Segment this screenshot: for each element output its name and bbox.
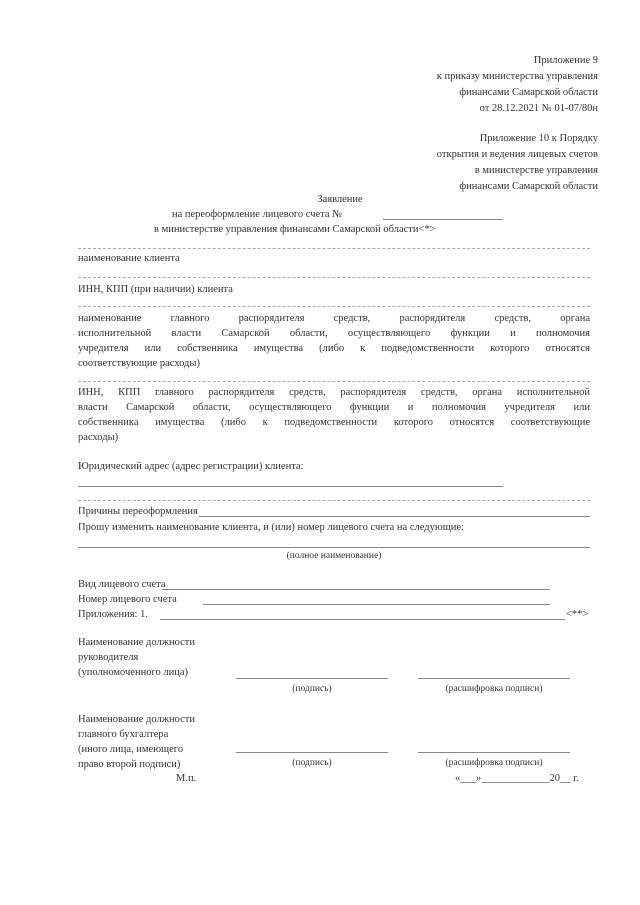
account-type-label: Вид лицевого счета bbox=[78, 579, 166, 590]
full-name-field[interactable] bbox=[78, 547, 590, 548]
head-title-line-3: (уполномоченного лица) bbox=[78, 667, 188, 678]
date-field[interactable]: «___»_____________20__ г. bbox=[455, 773, 579, 784]
accountant-title-line-1: Наименование должности bbox=[78, 714, 195, 725]
client-inn-field[interactable] bbox=[78, 277, 590, 278]
appendix10-line-4: финансами Самарской области bbox=[459, 181, 598, 192]
accountant-signature-field[interactable] bbox=[236, 752, 388, 753]
appendix9-line-3: финансами Самарской области bbox=[459, 87, 598, 98]
document-title: Заявление bbox=[317, 194, 363, 205]
legal-address-label: Юридический адрес (адрес регистрации) клиента: bbox=[78, 461, 304, 472]
reasons-field-top[interactable] bbox=[78, 500, 590, 501]
accountant-title-line-4: право второй подписи) bbox=[78, 759, 181, 770]
manager-inn-line-2: власти Самарской области, осуществляющего функции и полномочия учредителя или bbox=[78, 402, 590, 413]
account-number-label: Номер лицевого счета bbox=[78, 594, 177, 605]
appendix10-line-3: в министерстве управления bbox=[474, 165, 598, 176]
title-ministry-line: в министерстве управления финансами Самарской области<*> bbox=[154, 224, 436, 235]
attachments-label: Приложения: 1. bbox=[78, 609, 148, 620]
head-title-line-2: руководителя bbox=[78, 652, 139, 663]
manager-desc-line-3: учредителя или собственника имущества (либо к подведомственности которого относятся bbox=[78, 343, 590, 354]
account-number-field[interactable] bbox=[203, 604, 550, 605]
accountant-decoding-field[interactable] bbox=[418, 752, 570, 753]
title-account-number-field[interactable] bbox=[383, 219, 503, 220]
appendix10-line-1: Приложение 10 к Порядку bbox=[479, 133, 598, 144]
legal-address-field[interactable] bbox=[78, 486, 503, 487]
full-name-caption: (полное наименование) bbox=[286, 551, 382, 561]
manager-desc-line-2: исполнительной власти Самарской области, осуществляющего функции и полномочия bbox=[78, 328, 590, 339]
manager-inn-line-1: ИНН, КПП главного распорядителя средств, распорядителя средств, органа исполнительной bbox=[78, 387, 590, 398]
attachments-footnote: <**> bbox=[566, 609, 589, 620]
request-label: Прошу изменить наименование клиента, и (или) номер лицевого счета на следующие: bbox=[78, 522, 464, 533]
appendix9-line-2: к приказу министерства управления bbox=[436, 71, 598, 82]
appendix10-line-2: открытия и ведения лицевых счетов bbox=[436, 149, 598, 160]
accountant-signature-caption: (подпись) bbox=[292, 758, 332, 768]
head-signature-field[interactable] bbox=[236, 678, 388, 679]
head-decoding-field[interactable] bbox=[418, 678, 570, 679]
account-type-field[interactable] bbox=[162, 589, 550, 590]
head-title-line-1: Наименование должности bbox=[78, 637, 195, 648]
attachments-field[interactable] bbox=[160, 619, 565, 620]
client-inn-label: ИНН, КПП (при наличии) клиента bbox=[78, 284, 233, 295]
appendix9-line-1: Приложение 9 bbox=[533, 55, 598, 66]
appendix9-line-4: от 28.12.2021 № 01-07/80н bbox=[479, 103, 598, 114]
client-name-field[interactable] bbox=[78, 248, 590, 249]
manager-inn-line-3: собственника имущества (либо к подведомственности которого относятся соответствующие bbox=[78, 417, 590, 428]
reasons-field[interactable] bbox=[199, 516, 590, 517]
head-signature-caption: (подпись) bbox=[292, 684, 332, 694]
client-name-label: наименование клиента bbox=[78, 253, 180, 264]
manager-desc-line-4: соответствующие расходы) bbox=[78, 358, 200, 369]
manager-inn-field[interactable] bbox=[78, 381, 590, 382]
accountant-decoding-caption: (расшифровка подписи) bbox=[445, 758, 543, 768]
reasons-label: Причины переоформления bbox=[78, 506, 198, 517]
manager-desc-line-1: наименование главного распорядителя средств, распорядителя средств, органа bbox=[78, 313, 590, 324]
manager-name-field[interactable] bbox=[78, 306, 590, 307]
manager-inn-line-4: расходы) bbox=[78, 432, 119, 443]
stamp-place: М.п. bbox=[176, 773, 197, 784]
accountant-title-line-3: (иного лица, имеющего bbox=[78, 744, 184, 755]
accountant-title-line-2: главного бухгалтера bbox=[78, 729, 169, 740]
head-decoding-caption: (расшифровка подписи) bbox=[445, 684, 543, 694]
title-account-label: на переоформление лицевого счета № bbox=[172, 209, 343, 220]
